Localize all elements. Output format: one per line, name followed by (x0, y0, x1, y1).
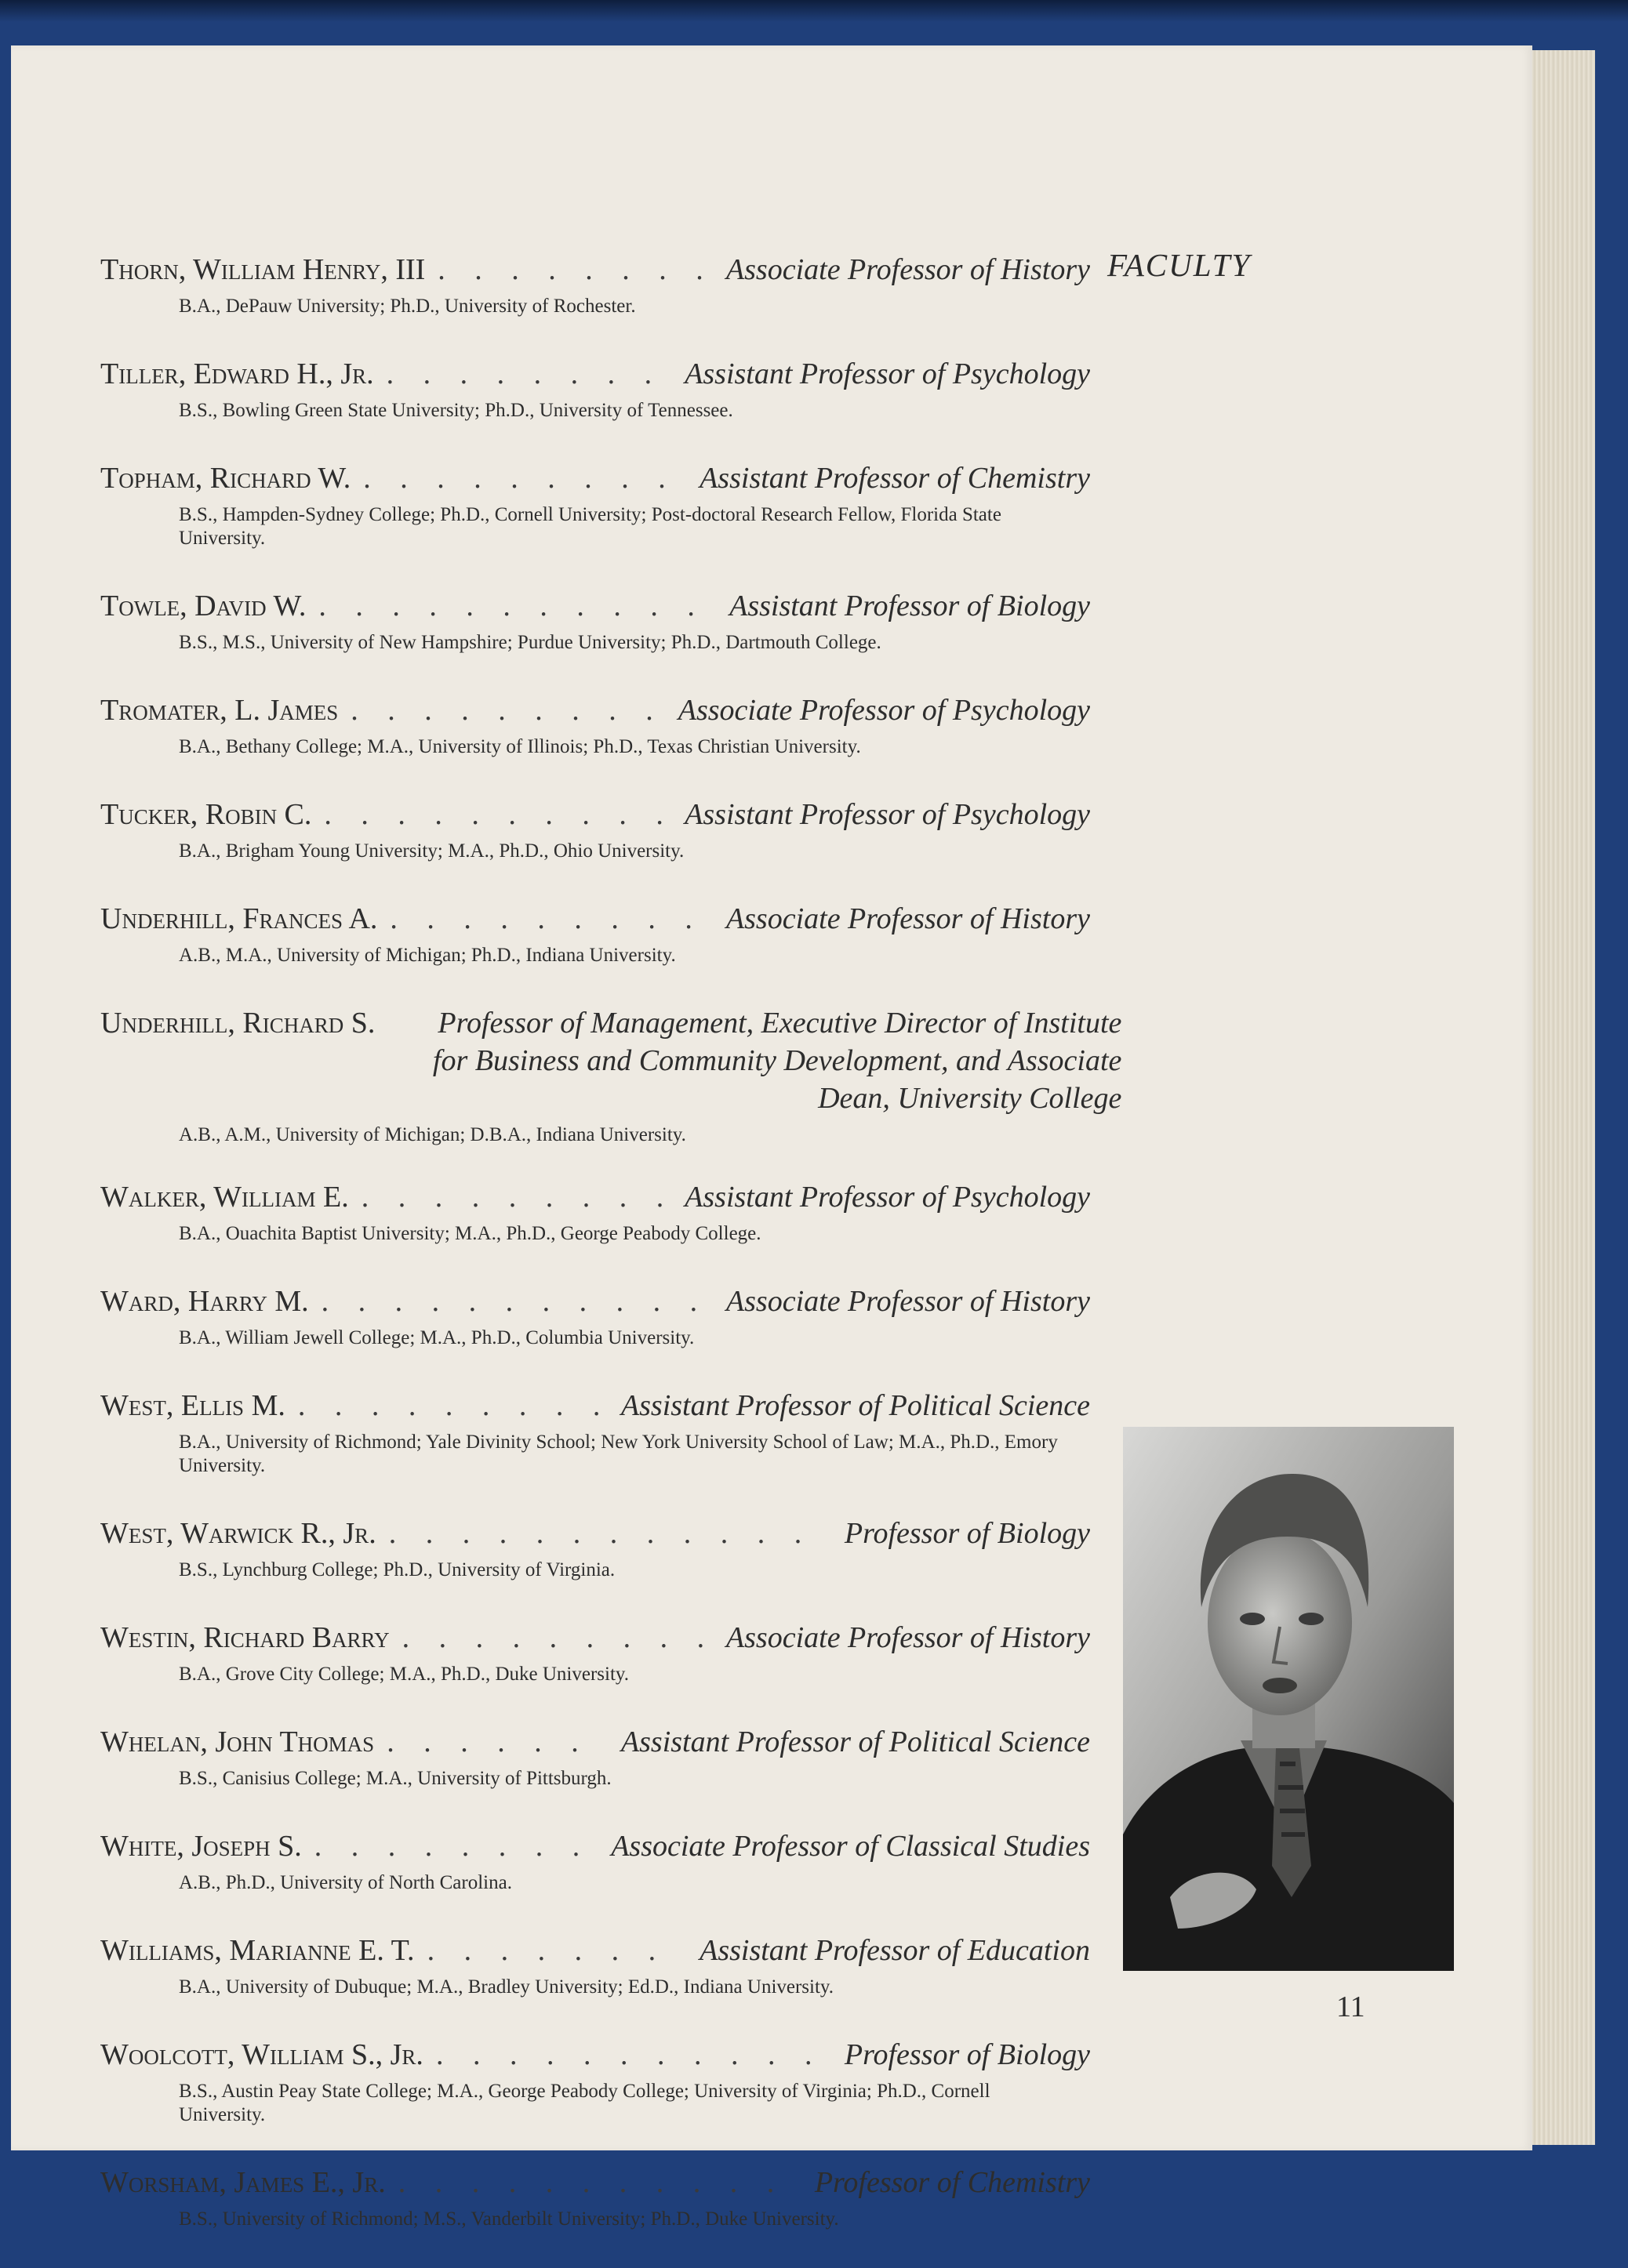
faculty-degrees: B.S., Hampden-Sydney College; Ph.D., Cornell University; Post-doctoral Research Fellow, Florida State University. (179, 504, 1001, 549)
page-block-edge (1532, 50, 1595, 2145)
entry-heading (100, 1283, 1090, 1320)
faculty-degrees: A.B., A.M., University of Michigan; D.B.A., Indiana University. (179, 1124, 686, 1145)
entry-heading (100, 1827, 1090, 1865)
faculty-title: Assistant Professor of Political Science (620, 1389, 1090, 1422)
entry-heading (100, 796, 1090, 833)
faculty-degrees: B.A., Brigham Young University; M.A., Ph.D., Ohio University. (179, 840, 685, 862)
faculty-degrees: B.A., William Jewell College; M.A., Ph.D., Columbia University. (179, 1327, 695, 1348)
entry-heading (100, 587, 1090, 625)
dot-leader (318, 587, 717, 625)
faculty-name: White, Joseph S. (100, 1830, 302, 1863)
dot-leader (314, 1827, 598, 1865)
faculty-title: Associate Professor of History (725, 1621, 1090, 1654)
faculty-name: Tucker, Robin C. (100, 798, 312, 831)
faculty-entry (100, 587, 1090, 655)
entry-heading (100, 900, 1090, 938)
faculty-title: Assistant Professor of Psychology (685, 798, 1090, 831)
faculty-entry (100, 1932, 1090, 1999)
entry-heading (100, 459, 1090, 497)
faculty-degrees: B.A., Ouachita Baptist University; M.A., Ph.D., George Peabody College. (179, 1223, 761, 1244)
entry-heading (100, 1723, 1090, 1761)
faculty-name: Towle, David W. (100, 590, 307, 622)
page-number: 11 (1336, 1990, 1365, 2023)
faculty-name: Ward, Harry M. (100, 1285, 309, 1318)
faculty-degrees: A.B., M.A., University of Michigan; Ph.D., Indiana University. (179, 945, 676, 966)
dot-leader (389, 1515, 832, 1552)
book-cover-edge (0, 0, 1628, 22)
dot-leader (387, 1723, 609, 1761)
entry-heading (100, 251, 1090, 288)
faculty-title: Associate Professor of History (725, 902, 1090, 935)
entry-heading (100, 691, 1090, 729)
faculty-title: Professor of Biology (844, 1517, 1090, 1550)
faculty-degrees: B.A., Grove City College; M.A., Ph.D., Duke University. (179, 1664, 630, 1685)
faculty-degrees: A.B., Ph.D., University of North Carolina. (179, 1872, 512, 1893)
faculty-title: Professor of Chemistry (814, 2166, 1090, 2199)
dot-leader (324, 796, 672, 833)
faculty-degrees: B.A., University of Dubuque; M.A., Bradley University; Ed.D., Indiana University. (179, 1976, 834, 1998)
entry-heading (100, 1178, 1090, 1216)
faculty-title: Professor of Management, Executive Director of Institute for Business and Community Development, and Associate Dean, University College (432, 1007, 1122, 1115)
faculty-title: Assistant Professor of Chemistry (700, 462, 1090, 495)
portrait-illustration (1123, 1427, 1454, 1971)
dot-leader (402, 1619, 714, 1657)
faculty-name: West, Ellis M. (100, 1389, 285, 1422)
entry-heading (100, 1619, 1090, 1657)
faculty-degrees: B.S., Canisius College; M.A., University of Pittsburgh. (179, 1768, 612, 1789)
faculty-name: Thorn, William Henry, III (100, 253, 426, 286)
entry-heading (100, 2036, 1090, 2074)
faculty-entry (100, 2036, 1090, 2127)
faculty-degrees: B.A., DePauw University; Ph.D., University of Rochester. (179, 296, 636, 317)
running-head: FACULTY (1107, 247, 1252, 283)
faculty-degrees: B.A., University of Richmond; Yale Divinity School; New York University School of Law; M.A., Ph.D., Emory University. (179, 1432, 1058, 1476)
faculty-entry (100, 1827, 1090, 1895)
faculty-title: Assistant Professor of Political Science (620, 1725, 1090, 1758)
faculty-name: Woolcott, William S., Jr. (100, 2038, 423, 2071)
faculty-name: Underhill, Frances A. (100, 902, 378, 935)
faculty-name: Walker, William E. (100, 1181, 349, 1214)
faculty-name: Tromater, L. James (100, 694, 339, 727)
dot-leader (351, 691, 666, 729)
faculty-entry (100, 1619, 1090, 1686)
entry-heading (100, 1932, 1090, 1969)
faculty-degrees: B.S., Bowling Green State University; Ph.D., University of Tennessee. (179, 400, 733, 421)
entry-heading (100, 1515, 1090, 1552)
faculty-name: West, Warwick R., Jr. (100, 1517, 376, 1550)
faculty-title: Associate Professor of History (725, 253, 1090, 286)
faculty-name: Williams, Marianne E. T. (100, 1934, 415, 1967)
faculty-entry (100, 1283, 1090, 1350)
dot-leader (322, 1283, 714, 1320)
faculty-entry (100, 900, 1090, 967)
faculty-name: Whelan, John Thomas (100, 1725, 375, 1758)
faculty-list (100, 251, 1122, 2268)
dot-leader (436, 2036, 832, 2074)
faculty-title: Associate Professor of History (725, 1285, 1090, 1318)
faculty-degrees: B.A., Bethany College; M.A., University of Illinois; Ph.D., Texas Christian University. (179, 736, 861, 757)
faculty-degrees: B.S., Austin Peay State College; M.A., George Peabody College; University of Virginia; Ph.D., Cornell University. (179, 2081, 990, 2125)
entry-heading (100, 1004, 1122, 1117)
faculty-entry (100, 355, 1090, 423)
faculty-entry (100, 796, 1090, 863)
faculty-name: Worsham, James E., Jr. (100, 2166, 386, 2199)
faculty-title: Associate Professor of Classical Studies (611, 1830, 1090, 1863)
book-page (11, 45, 1532, 2230)
faculty-entry (100, 691, 1090, 759)
faculty-title: Professor of Biology (844, 2038, 1090, 2071)
dot-leader (398, 2164, 802, 2201)
entry-heading (100, 1387, 1090, 1424)
dot-leader (438, 251, 714, 288)
faculty-entry (100, 1178, 1090, 1246)
faculty-entry (100, 1387, 1090, 1478)
faculty-portrait-photo (1123, 1427, 1454, 1971)
faculty-title: Assistant Professor of Biology (729, 590, 1090, 622)
faculty-entry (100, 459, 1090, 550)
dot-leader (390, 900, 714, 938)
faculty-name: Tiller, Edward H., Jr. (100, 357, 374, 390)
faculty-name: Underhill, Richard S. (100, 1007, 376, 1040)
dot-leader (387, 355, 673, 393)
dot-leader (298, 1387, 609, 1424)
faculty-name: Westin, Richard Barry (100, 1621, 390, 1654)
faculty-entry (100, 2164, 1090, 2231)
faculty-title: Assistant Professor of Psychology (685, 357, 1090, 390)
faculty-title: Assistant Professor of Psychology (685, 1181, 1090, 1214)
faculty-degrees: B.S., Lynchburg College; Ph.D., University of Virginia. (179, 1559, 616, 1580)
faculty-entry (100, 251, 1090, 318)
entry-heading (100, 2164, 1090, 2201)
faculty-entry (100, 1723, 1090, 1791)
faculty-name: Topham, Richard W. (100, 462, 351, 495)
faculty-degrees: B.S., University of Richmond; M.S., Vanderbilt University; Ph.D., Duke University. (179, 2208, 839, 2230)
faculty-entry (100, 1515, 1090, 1582)
faculty-title: Associate Professor of Psychology (678, 694, 1090, 727)
faculty-title: Assistant Professor of Education (700, 1934, 1090, 1967)
entry-heading (100, 355, 1090, 393)
faculty-entry (100, 1004, 1122, 1147)
faculty-degrees: B.S., M.S., University of New Hampshire; Purdue University; Ph.D., Dartmouth College. (179, 632, 881, 653)
dot-leader (363, 459, 687, 497)
dot-leader (362, 1178, 672, 1216)
dot-leader (427, 1932, 688, 1969)
